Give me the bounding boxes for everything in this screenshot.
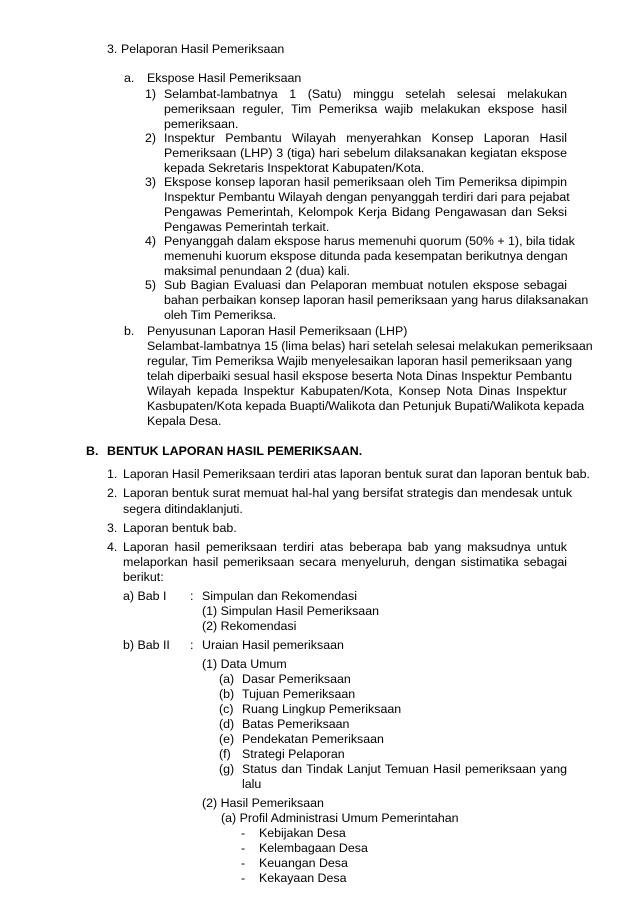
subsection-b-marker: b. (124, 324, 135, 338)
section-b-letter: B. (86, 444, 99, 458)
list-item-text: maksimal penundaan 2 (dua) kali. (164, 264, 350, 278)
data-umum-item-number: (c) (219, 702, 234, 716)
data-umum-item-text: Pendekatan Pemeriksaan (242, 732, 384, 746)
list-item-number: 2. (107, 486, 118, 500)
list-item-text: Pengawas Pemerintah terkait. (164, 220, 330, 234)
list-item-number: 3. (107, 521, 118, 535)
hasil-pemeriksaan-title: (2) Hasil Pemeriksaan (202, 796, 324, 810)
bab-1-label: a) Bab I (123, 589, 167, 603)
data-umum-item-number: (e) (219, 732, 235, 746)
bab-1-colon: : (190, 589, 194, 603)
paragraph-line: telah diperbaiki sesual hasil ekspose beserta Nota Dinas Inspektur Pembantu (147, 369, 572, 383)
data-umum-title: (1) Data Umum (202, 657, 287, 671)
list-item-text: bahan perbaikan konsep laporan hasil pemeriksaan yang harus dilaksanakan (164, 293, 589, 307)
list-item-text: memenuhi kuorum ekspose ditunda pada kesempatan berikutnya dengan (164, 249, 568, 263)
bab-1-title: Simpulan dan Rekomendasi (202, 589, 357, 603)
data-umum-item-text: Strategi Pelaporan (242, 747, 345, 761)
list-item-text: Laporan hasil pemeriksaan terdiri atas beberapa bab yang maksudnya untuk (123, 540, 567, 554)
data-umum-item-number: (f) (219, 747, 231, 761)
bab-2-title: Uraian Hasil pemeriksaan (202, 638, 344, 652)
data-umum-item-number: (b) (219, 687, 235, 701)
list-item-number: 5) (145, 278, 157, 292)
list-item-number: 3) (145, 175, 157, 189)
list-item-text: oleh Tim Pemeriksa. (164, 308, 277, 322)
subsection-a-title: Ekspose Hasil Pemeriksaan (147, 71, 302, 85)
hasil-item: Keuangan Desa (259, 856, 348, 870)
list-item-text: Pemeriksaan (LHP) 3 (tiga) hari sebelum dilaksanakan kegiatan ekspose (164, 146, 567, 160)
list-item-number: 4) (145, 234, 157, 248)
dash-bullet: - (241, 871, 246, 885)
hasil-subtitle: (a) Profil Administrasi Umum Pemerintahan (221, 811, 459, 825)
list-item-text: Inspektur Pembantu Wilayah dengan penyanggah terdiri dari para pejabat (164, 190, 570, 204)
data-umum-item-number: (g) (219, 762, 235, 776)
data-umum-item-text: Batas Pemeriksaan (242, 717, 350, 731)
list-item-text: Ekspose konsep laporan hasil pemeriksaan oleh Tim Pemeriksa dipimpin (164, 175, 567, 189)
data-umum-item-number: (a) (219, 672, 235, 686)
list-item-text: Laporan bentuk surat memuat hal-hal yang bersifat strategis dan mendesak untuk (123, 486, 573, 500)
list-item-text: Laporan Hasil Pemeriksaan terdiri atas laporan bentuk surat dan laporan bentuk bab. (123, 467, 591, 481)
subsection-a-marker: a. (124, 71, 135, 85)
list-item-text: kepada Sekretaris Inspektorat Kabupaten/Kota. (164, 161, 425, 175)
list-item-text: pemeriksaan. (164, 117, 239, 131)
data-umum-item-text: Status dan Tindak Lanjut Temuan Hasil pemeriksaan yang (242, 762, 567, 776)
bab-1-subitem: (1) Simpulan Hasil Pemeriksaan (202, 604, 379, 618)
list-item-text: Inspektur Pembantu Wilayah menyerahkan Konsep Laporan Hasil (164, 131, 567, 145)
bab-2-colon: : (190, 638, 194, 652)
hasil-item: Kelembagaan Desa (259, 841, 368, 855)
data-umum-item-text: lalu (242, 777, 262, 791)
data-umum-item-text: Dasar Pemeriksaan (242, 672, 351, 686)
dash-bullet: - (241, 826, 246, 840)
hasil-item: Kebijakan Desa (259, 826, 346, 840)
list-item-text: Laporan bentuk bab. (123, 521, 237, 535)
list-item-number: 1. (107, 467, 118, 481)
hasil-item: Kekayaan Desa (259, 871, 347, 885)
paragraph-line: Kasbupaten/Kota kepada Buapti/Walikota dan Petunjuk Bupati/Walikota kepada (147, 399, 585, 413)
dash-bullet: - (241, 841, 246, 855)
paragraph-line: Wilayah kepada Inspektur Kabupaten/Kota, Konsep Nota Dinas Inspektur (147, 384, 567, 398)
list-item-text: berikut: (123, 570, 164, 584)
data-umum-item-text: Ruang Lingkup Pemeriksaan (242, 702, 402, 716)
section-3-title: Pelaporan Hasil Pemeriksaan (121, 42, 285, 56)
section-3-number: 3. (107, 42, 118, 56)
subsection-b-title: Penyusunan Laporan Hasil Pemeriksaan (LHP) (147, 324, 408, 338)
bab-2-label: b) Bab II (123, 638, 170, 652)
list-item-text: Selambat-lambatnya 1 (Satu) minggu setelah selesai melakukan (164, 87, 567, 101)
list-item-text: segera ditindaklanjuti. (123, 502, 243, 516)
data-umum-item-number: (d) (219, 717, 235, 731)
list-item-text: pemeriksaan reguler, Tim Pemeriksa wajib melakukan ekspose hasil (164, 102, 567, 116)
list-item-number: 2) (145, 131, 157, 145)
data-umum-item-text: Tujuan Pemeriksaan (242, 687, 356, 701)
list-item-text: Pengawas Pemerintah, Kelompok Kerja Bidang Pengawasan dan Seksi (164, 205, 567, 219)
section-b-title: BENTUK LAPORAN HASIL PEMERIKSAAN. (107, 444, 363, 458)
bab-1-subitem: (2) Rekomendasi (202, 619, 297, 633)
dash-bullet: - (241, 856, 246, 870)
list-item-number: 1) (145, 87, 157, 101)
list-item-text: melaporkan hasil pemeriksaan secara menyeluruh, dengan sistimatika sebagai (123, 555, 567, 569)
paragraph-line: regular, Tim Pemeriksa Wajib menyelesaikan laporan hasil pemeriksaan yang (147, 354, 573, 368)
list-item-number: 4. (107, 540, 118, 554)
paragraph-line: Kepala Desa. (147, 414, 222, 428)
list-item-text: Penyanggah dalam ekspose harus memenuhi quorum (50% + 1), bila tidak (164, 234, 575, 248)
paragraph-line: Selambat-lambatnya 15 (lima belas) hari setelah selesai melakukan pemeriksaan (147, 339, 593, 353)
list-item-text: Sub Bagian Evaluasi dan Pelaporan membuat notulen ekspose sebagai (164, 278, 567, 292)
